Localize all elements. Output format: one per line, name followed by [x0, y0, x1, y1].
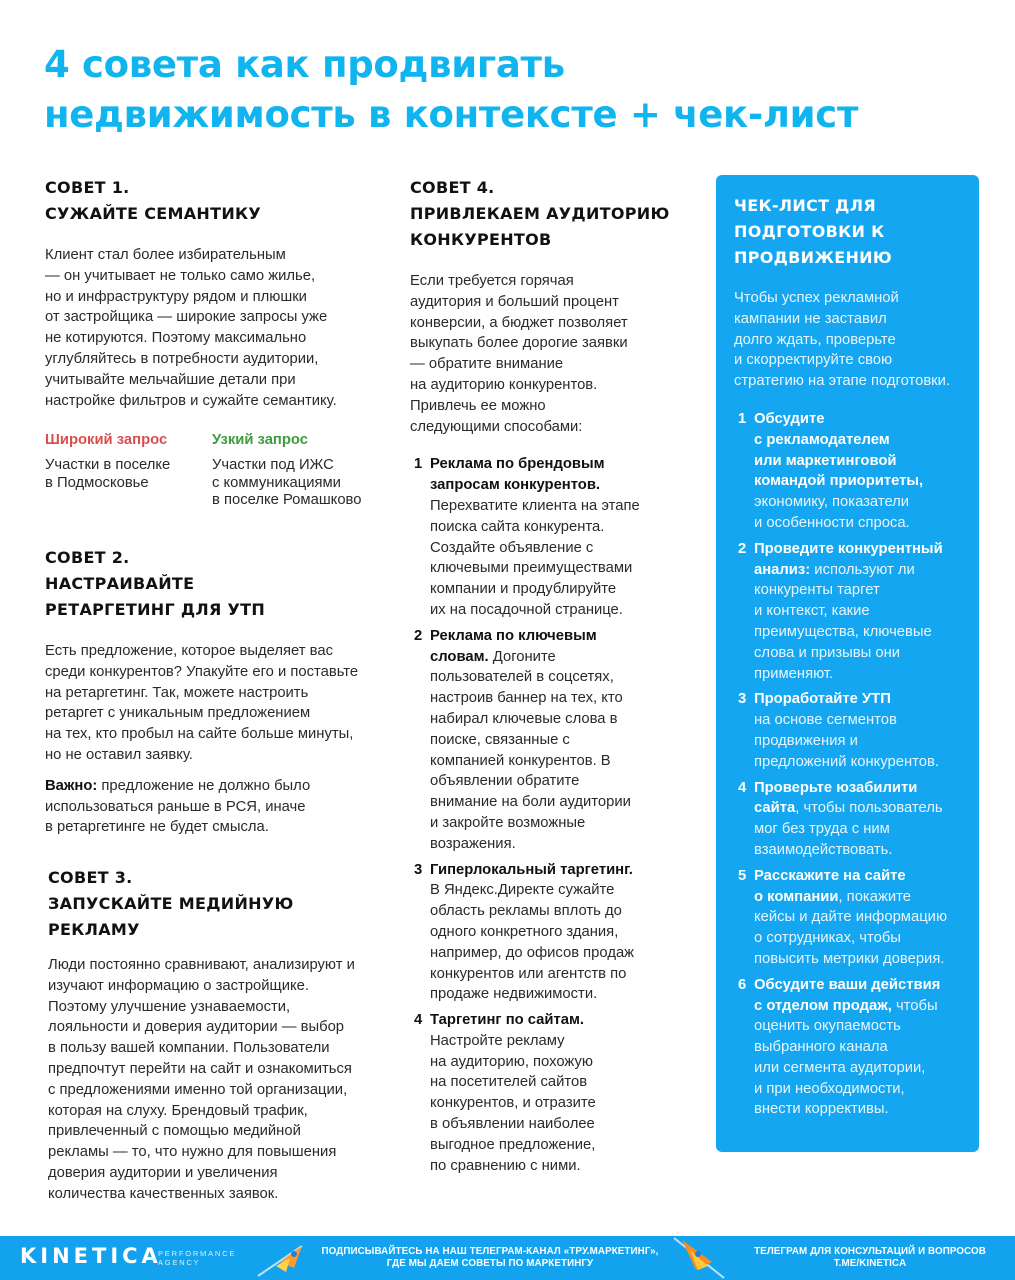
- tip-4-text-line: Привлечь ее можно: [410, 397, 546, 414]
- logo-subtitle-line: PERFORMANCE: [158, 1249, 237, 1258]
- checklist-item-line: [754, 689, 974, 710]
- tip-2-heading-line: СОВЕТ 2.: [45, 548, 130, 567]
- tip-1-heading-line: СОВЕТ 1.: [45, 178, 130, 197]
- list-item-text: объявлении обратите: [430, 773, 580, 790]
- tip-4-text-line: на аудиторию конкурентов.: [410, 376, 598, 393]
- kinetica-logo[interactable]: KINETICA: [20, 1244, 162, 1268]
- tip-3-text-line: Поэтому улучшение узнаваемости,: [48, 998, 291, 1015]
- checklist-item-text: о сотрудниках, чтобы: [754, 930, 901, 947]
- list-item-text: одного конкретного здания,: [430, 923, 619, 940]
- list-item-text: Перехватите клиента на этапе: [430, 497, 640, 514]
- checklist-item-text: мог без труда с ним: [754, 821, 890, 838]
- checklist-item-line: [754, 539, 974, 560]
- checklist-item-line: [754, 975, 974, 996]
- tip-4-heading: [410, 175, 700, 253]
- list-item-title: Таргетинг по сайтам.: [430, 1012, 585, 1029]
- tip-3-text-line: лояльности и доверия аудитории — выбор: [48, 1019, 345, 1036]
- checklist-intro-line: Чтобы успех рекламной: [734, 290, 899, 306]
- checklist-item-line: [754, 622, 974, 643]
- checklist-item-line: [754, 731, 974, 752]
- telegram-channel-promo[interactable]: [320, 1246, 660, 1270]
- checklist-item: [734, 689, 974, 772]
- important-label: Важно:: [45, 777, 98, 794]
- list-item-text: по сравнению с ними.: [430, 1157, 581, 1174]
- broad-example-line: Участки в поселке: [45, 457, 171, 474]
- list-item-text: поиске, связанные с: [430, 731, 570, 748]
- checklist-item-line: [754, 664, 974, 685]
- checklist-item-line: [754, 819, 974, 840]
- query-examples: [45, 457, 390, 510]
- tip-3-text-line: доверия аудитории и увеличения: [48, 1164, 278, 1181]
- tip-1-body: [45, 245, 390, 411]
- checklist-item-line: [754, 513, 974, 534]
- checklist-item-line: [754, 1099, 974, 1120]
- list-item-text: на аудиторию, похожую: [430, 1053, 593, 1070]
- logo-subtitle: [158, 1249, 236, 1267]
- tip-1-text-line: от застройщика — широкие запросы уже: [45, 309, 328, 326]
- tip-1-heading: [45, 175, 390, 227]
- list-item-text: набирал ключевые слова в: [430, 710, 618, 727]
- tip-1-text-line: Клиент стал более избирательным: [45, 247, 286, 263]
- tip-2-text-line: Есть предложение, которое выделяет вас: [45, 643, 334, 659]
- checklist-item-line: [754, 409, 974, 430]
- checklist-item-bold: командой приоритеты,: [754, 473, 924, 490]
- checklist-item-text: чтобы: [891, 997, 938, 1014]
- checklist-item-bold: с рекламодателем: [754, 431, 890, 448]
- checklist-item-bold: о компании: [754, 888, 839, 905]
- checklist-item-line: [754, 580, 974, 601]
- tip-3-text-line: Люди постоянно сравнивают, анализируют и: [48, 957, 355, 973]
- query-labels: [45, 430, 390, 451]
- checklist-content: [734, 193, 974, 1125]
- tip-3-text-line: в пользу вашей компании. Пользователи: [48, 1040, 330, 1057]
- page-title: [44, 40, 984, 140]
- tip-3-heading-line: СОВЕТ 3.: [48, 868, 133, 887]
- checklist-item-text: выбранного канала: [754, 1039, 888, 1056]
- checklist-item-number: 3: [738, 691, 747, 708]
- tip-2-heading-line: НАСТРАИВАЙТЕ: [45, 574, 195, 593]
- title-line-1: 4 совета как продвигать: [44, 43, 565, 86]
- checklist-item-bold: Проверьте юзабилити: [754, 779, 918, 796]
- tip-4-section: [410, 175, 700, 1181]
- checklist-item-line: [754, 907, 974, 928]
- list-item-number: 3: [414, 861, 423, 878]
- checklist-item-line: [754, 643, 974, 664]
- checklist-item-text: преимущества, ключевые: [754, 623, 932, 640]
- checklist-item-line: [754, 996, 974, 1017]
- logo-subtitle-line: AGENCY: [158, 1258, 201, 1267]
- list-item: [410, 454, 700, 620]
- broad-example-line: в Подмосковье: [45, 474, 149, 491]
- checklist-item-text: кейсы и дайте информацию: [754, 909, 948, 926]
- checklist-item: [734, 975, 974, 1121]
- list-item-title: запросам конкурентов.: [430, 477, 601, 494]
- tip-4-intro: [410, 271, 700, 437]
- tip-1-text-line: не котируются. Поэтому максимально: [45, 330, 307, 347]
- checklist-item-bold: Обсудите: [754, 410, 825, 427]
- tip-1-section: [45, 175, 390, 510]
- checklist-heading-line: ПОДГОТОВКИ К: [734, 222, 885, 241]
- checklist-item-line: [754, 887, 974, 908]
- list-item-text: и закройте возможные: [430, 814, 586, 831]
- list-item-text: область рекламы вплоть до: [430, 903, 622, 920]
- consult-line: T.ME/KINETICA: [833, 1258, 907, 1269]
- checklist-item-line: [754, 778, 974, 799]
- list-item-text: например, до офисов продаж: [430, 944, 635, 961]
- tip-3-text-line: изучают информацию о застройщике.: [48, 977, 309, 994]
- checklist-item-line: [754, 492, 974, 513]
- checklist-intro-line: кампании не заставил: [734, 310, 887, 327]
- checklist-item-text: используют ли: [810, 561, 915, 578]
- checklist-heading-line: ПРОДВИЖЕНИЮ: [734, 248, 892, 267]
- checklist-item: [734, 778, 974, 861]
- tip-3-text-line: количества качественных заявок.: [48, 1185, 279, 1202]
- list-item-text: поиска сайта конкурента.: [430, 518, 605, 535]
- checklist-item-number: 5: [738, 867, 747, 884]
- narrow-query-example: [212, 457, 361, 510]
- list-item-text: конкурентов или агентств по: [430, 965, 627, 982]
- tip-4-text-line: Если требуется горячая: [410, 273, 574, 289]
- list-item-text: конкурентов, и отразите: [430, 1095, 596, 1112]
- checklist-item-text: внести коррективы.: [754, 1101, 889, 1118]
- tip-1-text-line: учитывайте мельчайшие детали при: [45, 371, 296, 388]
- list-item-text: настроив баннер на тех, кто: [430, 690, 623, 707]
- checklist-item-line: [754, 471, 974, 492]
- checklist-item-text: оценить окупаемость: [754, 1018, 901, 1035]
- checklist-item-line: [754, 560, 974, 581]
- checklist-item-line: [754, 1079, 974, 1100]
- checklist-item-line: [754, 866, 974, 887]
- checklist-item-line: [754, 710, 974, 731]
- tip-4-heading-line: СОВЕТ 4.: [410, 178, 495, 197]
- list-item-title: Гиперлокальный таргетинг.: [430, 861, 633, 878]
- list-item-text: компанией конкурентов. В: [430, 752, 611, 769]
- checklist-item-bold: Проработайте УТП: [754, 691, 891, 708]
- tip-1-text-line: углубляйтесь в потребности аудитории,: [45, 350, 319, 367]
- important-text: предложение не должно было: [97, 777, 311, 794]
- tip-1-text-line: но и инфраструктуру рядом и плюшки: [45, 288, 307, 305]
- checklist-item-line: [754, 1037, 974, 1058]
- list-item-text: Создайте объявление с: [430, 539, 594, 556]
- tip-4-text-line: конверсии, а бюджет позволяет: [410, 314, 628, 331]
- tip-4-text-line: следующими способами:: [410, 418, 583, 435]
- tip-2-important-note: [45, 776, 390, 838]
- checklist-item-text: применяют.: [754, 665, 834, 682]
- list-item-text: ключевыми преимуществами: [430, 560, 633, 577]
- list-item-title: Реклама по ключевым: [430, 627, 597, 644]
- checklist-item-line: [754, 1058, 974, 1079]
- checklist-item-bold: Расскажите на сайте: [754, 867, 906, 884]
- tip-1-text-line: — он учитывает не только само жилье,: [45, 267, 316, 284]
- checklist-item-number: 6: [738, 976, 747, 993]
- checklist-intro-line: долго ждать, проверьте: [734, 331, 896, 348]
- title-line-2: недвижимость в контексте + чек-лист: [44, 93, 859, 136]
- tip-3-text-line: рекламы — то, что нужно для повышения: [48, 1144, 337, 1161]
- footer-bar: [0, 1236, 1015, 1280]
- tip-2-text-line: но не оставил заявку.: [45, 746, 193, 763]
- tip-3-text-line: которая на слуху. Брендовый трафик,: [48, 1102, 308, 1119]
- checklist-panel: [716, 175, 979, 1152]
- checklist-item-bold: сайта: [754, 800, 796, 817]
- tip-2-text-line: среди конкурентов? Упакуйте его и поставьте: [45, 663, 359, 680]
- checklist-item-text: продвижения и: [754, 732, 858, 749]
- list-item-text: компании и продублируйте: [430, 581, 617, 598]
- checklist-item-text: и при необходимости,: [754, 1080, 905, 1097]
- tip-4-text-line: аудитория и больший процент: [410, 293, 619, 310]
- important-text-line: в ретаргетинге не будет смысла.: [45, 819, 269, 836]
- important-text-line: использоваться раньше в РСЯ, иначе: [45, 798, 306, 815]
- checklist-item: [734, 409, 974, 534]
- checklist-intro: [734, 288, 974, 392]
- tip-2-body: [45, 641, 390, 766]
- checklist-item-text: и особенности спроса.: [754, 514, 910, 531]
- broad-query-label: Широкий запрос: [45, 432, 168, 449]
- tip-3-text-line: с предложениями именно той организации,: [48, 1081, 348, 1098]
- checklist-item-text: взаимодействовать.: [754, 841, 893, 858]
- narrow-example-line: Участки под ИЖС: [212, 457, 334, 474]
- checklist-heading: [734, 193, 974, 271]
- tip-4-text-line: — обратите внимание: [410, 356, 564, 373]
- tip-1-text-line: настройке фильтров и сужайте семантику.: [45, 392, 337, 409]
- checklist-intro-line: и скорректируйте свою: [734, 352, 893, 369]
- checklist-item-text: экономику, показатели: [754, 494, 910, 511]
- checklist-item-bold: анализ:: [754, 561, 811, 578]
- list-item-number: 1: [414, 456, 423, 473]
- checklist-item-line: [754, 451, 974, 472]
- checklist-item-text: или сегмента аудитории,: [754, 1059, 926, 1076]
- checklist-item-line: [754, 752, 974, 773]
- checklist-item-text: повысить метрики доверия.: [754, 950, 945, 967]
- tip-3-text-line: привлеченный с помощью медийной: [48, 1123, 301, 1140]
- promo-line: ГДЕ МЫ ДАЕМ СОВЕТЫ ПО МАРКЕТИНГУ: [386, 1258, 594, 1269]
- checklist-item-text: предложений конкурентов.: [754, 753, 939, 770]
- tip-2-section: [45, 545, 390, 838]
- tip-2-text-line: ретаргет с уникальным предложением: [45, 705, 311, 722]
- list-item-title: Реклама по брендовым: [430, 456, 605, 473]
- tip-2-text-line: на тех, кто пробыл на сайте больше минуты,: [45, 726, 354, 743]
- checklist-item-text: , чтобы пользователь: [795, 800, 943, 817]
- list-item-text: Настройте рекламу: [430, 1032, 565, 1049]
- checklist-item-line: [754, 601, 974, 622]
- checklist-item-line: [754, 1016, 974, 1037]
- list-item-text: Догоните: [488, 648, 556, 665]
- list-item-title: словам.: [430, 648, 489, 665]
- checklist-item: [734, 539, 974, 685]
- list-item: [410, 1010, 700, 1176]
- checklist-item-text: , покажите: [838, 888, 911, 905]
- checklist-item-number: 4: [738, 779, 747, 796]
- checklist-item-line: [754, 949, 974, 970]
- checklist-item-bold: или маркетинговой: [754, 452, 897, 469]
- tip-3-section: [48, 865, 393, 1205]
- rocket-icon: [668, 1236, 730, 1280]
- list-item-number: 2: [414, 627, 423, 644]
- narrow-example-line: в поселке Ромашково: [212, 492, 362, 509]
- checklist-item-bold: Обсудите ваши действия: [754, 976, 941, 993]
- checklist-item-text: и контекст, какие: [754, 603, 870, 620]
- checklist-item-number: 1: [738, 410, 747, 427]
- checklist-item-bold: с отделом продаж,: [754, 997, 892, 1014]
- list-item: [410, 860, 700, 1006]
- tip-4-methods-list: [410, 454, 700, 1176]
- list-item-text: продаже недвижимости.: [430, 986, 598, 1003]
- checklist-item-text: на основе сегментов: [754, 712, 897, 729]
- tip-2-text-line: на ретаргетинг. Так, можете настроить: [45, 684, 309, 701]
- tip-3-heading: [48, 865, 393, 943]
- list-item-text: внимание на боли аудитории: [430, 794, 631, 811]
- checklist-intro-line: стратегию на этапе подготовки.: [734, 373, 951, 390]
- list-item-number: 4: [414, 1012, 423, 1029]
- checklist-item-line: [754, 928, 974, 949]
- checklist-item: [734, 866, 974, 970]
- tip-4-heading-line: КОНКУРЕНТОВ: [410, 230, 552, 249]
- tip-4-heading-line: ПРИВЛЕКАЕМ АУДИТОРИЮ: [410, 204, 670, 223]
- list-item-text: в объявлении наиболее: [430, 1116, 595, 1133]
- list-item-text: пользователей в соцсетях,: [430, 669, 614, 686]
- list-item-text: их на посадочной странице.: [430, 601, 623, 618]
- checklist-item-line: [754, 798, 974, 819]
- list-item: [410, 626, 700, 855]
- tip-1-heading-line: СУЖАЙТЕ СЕМАНТИКУ: [45, 204, 262, 223]
- list-item-text: возражения.: [430, 835, 516, 852]
- telegram-consult-link[interactable]: [740, 1246, 1000, 1270]
- tip-3-body: [48, 955, 393, 1205]
- narrow-query-label: Узкий запрос: [212, 432, 308, 449]
- checklist-item-line: [754, 840, 974, 861]
- checklist-heading-line: ЧЕК-ЛИСТ ДЛЯ: [734, 196, 876, 215]
- checklist-item-text: конкуренты таргет: [754, 582, 880, 599]
- checklist-item-bold: Проведите конкурентный: [754, 540, 943, 557]
- tip-3-text-line: предпочтут перейти на сайт и ознакомиться: [48, 1060, 352, 1077]
- checklist-item-number: 2: [738, 540, 747, 557]
- tip-2-heading-line: РЕТАРГЕТИНГ ДЛЯ УТП: [45, 600, 266, 619]
- tip-3-heading-line: РЕКЛАМУ: [48, 920, 140, 939]
- list-item-text: В Яндекс.Директе сужайте: [430, 882, 615, 899]
- tip-4-text-line: выкупать более дорогие заявки: [410, 335, 628, 352]
- checklist-items: [734, 409, 974, 1120]
- checklist-item-text: слова и призывы они: [754, 644, 901, 661]
- checklist-item-line: [754, 430, 974, 451]
- tip-3-heading-line: ЗАПУСКАЙТЕ МЕДИЙНУЮ: [48, 894, 294, 913]
- tip-2-heading: [45, 545, 390, 623]
- rocket-icon: [250, 1240, 312, 1280]
- narrow-example-line: с коммуникациями: [212, 474, 341, 491]
- consult-line: ТЕЛЕГРАМ ДЛЯ КОНСУЛЬТАЦИЙ И ВОПРОСОВ: [754, 1246, 986, 1257]
- promo-line: ПОДПИСЫВАЙТЕСЬ НА НАШ ТЕЛЕГРАМ-КАНАЛ «ТРУ.МАРКЕТИНГ»,: [321, 1246, 659, 1257]
- list-item-text: выгодное предложение,: [430, 1136, 596, 1153]
- broad-query-example: [45, 457, 212, 510]
- list-item-text: на посетителей сайтов: [430, 1074, 588, 1091]
